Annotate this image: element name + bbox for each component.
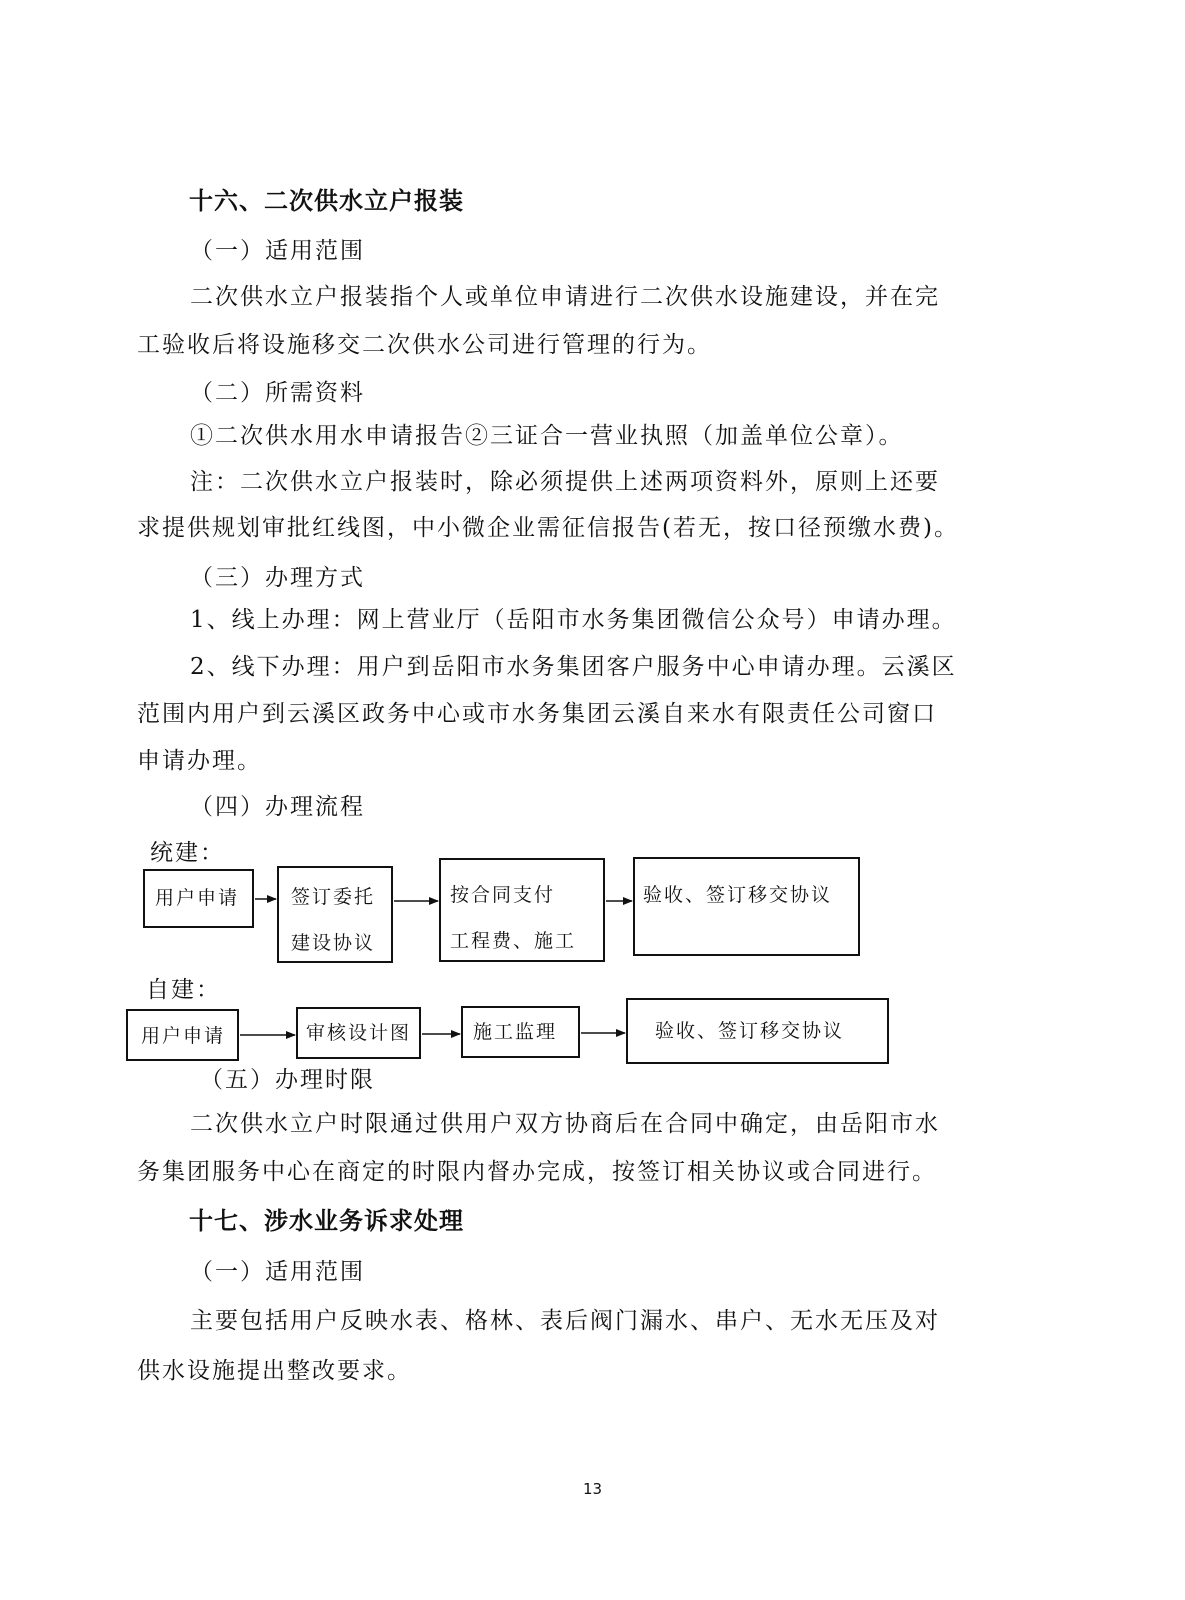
flow1-step2-text2: 建设协议 [291,932,376,954]
section-16-p1-line2: 工验收后将设施移交二次供水公司进行管理的行为。 [137,332,712,358]
flow2-step3-text: 施工监理 [473,1021,558,1043]
flow1-step1-text: 用户申请 [155,887,240,909]
note-line2: 求提供规划审批红线图，中小微企业需征信报告(若无，按口径预缴水费)。 [137,515,959,541]
section-16-p5-line1: 二次供水立户时限通过供用户双方协商后在合同中确定，由岳阳市水 [190,1111,940,1137]
flow1-label: 统建： [150,840,225,866]
flow2-step2-text: 审核设计图 [306,1022,412,1044]
flow1-step2-text1: 签订委托 [291,886,376,908]
note-line1: 注：二次供水立户报装时，除必须提供上述两项资料外，原则上还要 [190,469,940,495]
method-offline-line1: 2、线下办理：用户到岳阳市水务集团客户服务中心申请办理。云溪区 [190,654,957,680]
section-16-sub5: （五）办理时限 [200,1067,375,1093]
flow1-step4-text: 验收、签订移交协议 [643,884,833,906]
materials-list: ①二次供水用水申请报告②三证合一营业执照（加盖单位公章）。 [190,423,904,449]
section-16-sub1: （一）适用范围 [190,238,365,264]
section-16-p1-line1: 二次供水立户报装指个人或单位申请进行二次供水设施建设，并在完 [190,284,940,310]
section-16-p5-line2: 务集团服务中心在商定的时限内督办完成，按签订相关协议或合同进行。 [137,1159,937,1185]
section-17-sub1: （一）适用范围 [190,1259,365,1285]
method-offline-line2: 范围内用户到云溪区政务中心或市水务集团云溪自来水有限责任公司窗口 [137,701,937,727]
method-online: 1、线上办理：网上营业厅（岳阳市水务集团微信公众号）申请办理。 [190,607,957,633]
section-16-heading: 十六、二次供水立户报装 [189,187,464,215]
section-17-p1-line1: 主要包括用户反映水表、格林、表后阀门漏水、串户、无水无压及对 [190,1308,940,1334]
section-16-sub3: （三）办理方式 [190,565,365,591]
section-17-p1-line2: 供水设施提出整改要求。 [137,1358,412,1384]
page-number: 13 [582,1480,603,1498]
flow1-step3-text2: 工程费、施工 [450,930,577,952]
flow2-step1-text: 用户申请 [141,1025,226,1047]
flow1-step3-text1: 按合同支付 [450,884,556,906]
method-offline-line3: 申请办理。 [137,748,262,774]
flow2-step4-text: 验收、签订移交协议 [655,1020,845,1042]
section-17-heading: 十七、涉水业务诉求处理 [189,1207,464,1235]
section-16-sub4: （四）办理流程 [190,794,365,820]
flow2-label: 自建： [146,977,221,1003]
section-16-sub2: （二）所需资料 [190,380,365,406]
